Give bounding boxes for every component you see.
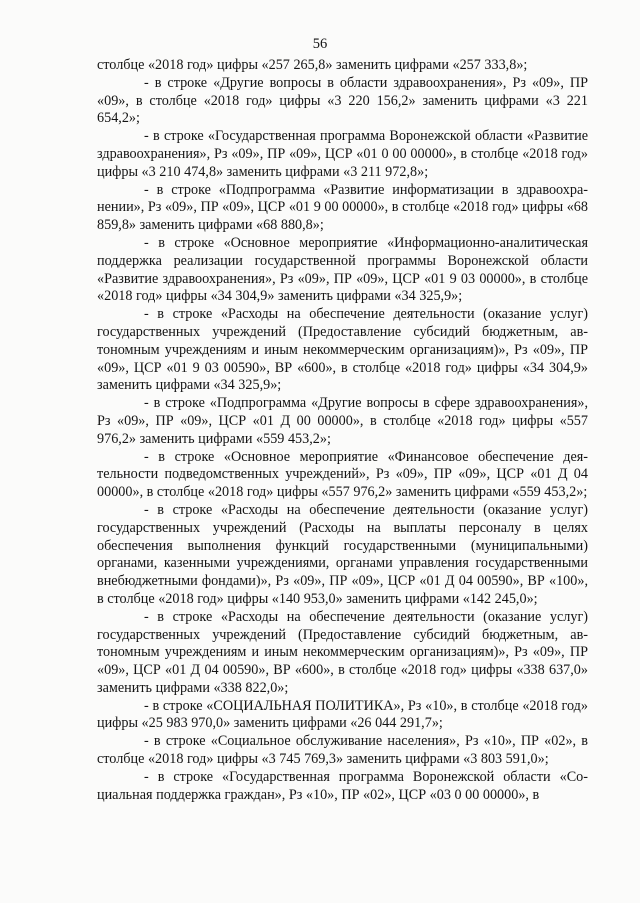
paragraph-10: - в строке «Расходы на обеспечение деятельности (оказание услуг) государственных учреждений (Предоставление субсидий бюджетным, автономным учреждениям и иным некоммерческим организациям)», Рз «09», ПР «09», ЦСР «01 Д 04 00590», ВР «600», в столбце «2018 год» цифры «338 637,0» заменить цифрами «338 822,0»; (97, 608, 588, 696)
paragraph-3: - в строке «Государственная программа Воронежской области «Развитие здравоохранения», Рз «09», ПР «09», ЦСР «01 0 00 00000», в столбце «2018 год» цифры «3 210 474,8» заменить цифрами «3 211 972,8»; (97, 128, 588, 180)
page-number: 56 (312, 36, 328, 52)
paragraph-2: - в строке «Другие вопросы в области здравоохранения», Рз «09», ПР «09», в столбце «2018 год» цифры «3 220 156,2» заменить цифрами «3 221 654,2»; (97, 74, 588, 127)
paragraph-13: - в строке «Государственная программа Воронежской области «Социальная поддержка граждан», Рз «10», ПР «02», ЦСР «03 0 00 00000», в (97, 768, 588, 803)
paragraph-9: - в строке «Расходы на обеспечение деятельности (оказание услуг) государственных учреждений (Расходы на выплаты персоналу в целях обеспечения выполнения функций государственными (муниципальными) органами, казенными учреждениями, органами управления государственными внебюджетными фондами)», Рз «09», ПР «09», ЦСР «01 Д 04 00590», ВР «100», в столбце «2018 год» цифры «140 953,0» заменить цифрами «142 245,0»; (97, 501, 588, 607)
paragraph-8: - в строке «Основное мероприятие «Финансовое обеспечение деятельности подведомственных учреждений», Рз «09», ПР «09», ЦСР «01 Д 04 00000», в столбце «2018 год» цифры «557 976,2» заменить цифрами «559 453,2»; (97, 448, 588, 501)
paragraph-5: - в строке «Основное мероприятие «Информационно-аналитическая поддержка реализации государственной программы Воронежской области «Развитие здравоохранения», Рз «09», ПР «09», ЦСР «01 9 03 00000», в столбце «2018 год» цифры «34 304,9» заменить цифрами «34 325,9»; (97, 234, 588, 305)
paragraph-1: столбце «2018 год» цифры «257 265,8» заменить цифрами «257 333,8»; (97, 57, 528, 73)
paragraph-6: - в строке «Расходы на обеспечение деятельности (оказание услуг) государственных учреждений (Предоставление субсидий бюджетным, автономным учреждениям и иным некоммерческим организациям)», Рз «09», ПР «09», ЦСР «01 9 03 00590», ВР «600», в столбце «2018 год» цифры «34 304,9» заменить цифрами «34 325,9»; (97, 306, 588, 394)
paragraph-4: - в строке «Подпрограмма «Развитие информатизации в здравоохранении», Рз «09», ПР «09», ЦСР «01 9 00 00000», в столбце «2018 год» цифры «68 859,8» заменить цифрами «68 880,8»; (97, 181, 588, 234)
paragraph-11: - в строке «СОЦИАЛЬНАЯ ПОЛИТИКА», Рз «10», в столбце «2018 год» цифры «25 983 970,0» заменить цифрами «26 044 291,7»; (97, 697, 588, 732)
paragraph-12: - в строке «Социальное обслуживание населения», Рз «10», ПР «02», в столбце «2018 год» цифры «3 745 769,3» заменить цифрами «3 803 591,0»; (97, 733, 588, 768)
paragraph-7: - в строке «Подпрограмма «Другие вопросы в сфере здравоохранения», Рз «09», ПР «09», ЦСР «01 Д 00 00000», в столбце «2018 год» цифры «557 976,2» заменить цифрами «559 453,2»; (97, 395, 588, 447)
document-body (97, 57, 588, 804)
